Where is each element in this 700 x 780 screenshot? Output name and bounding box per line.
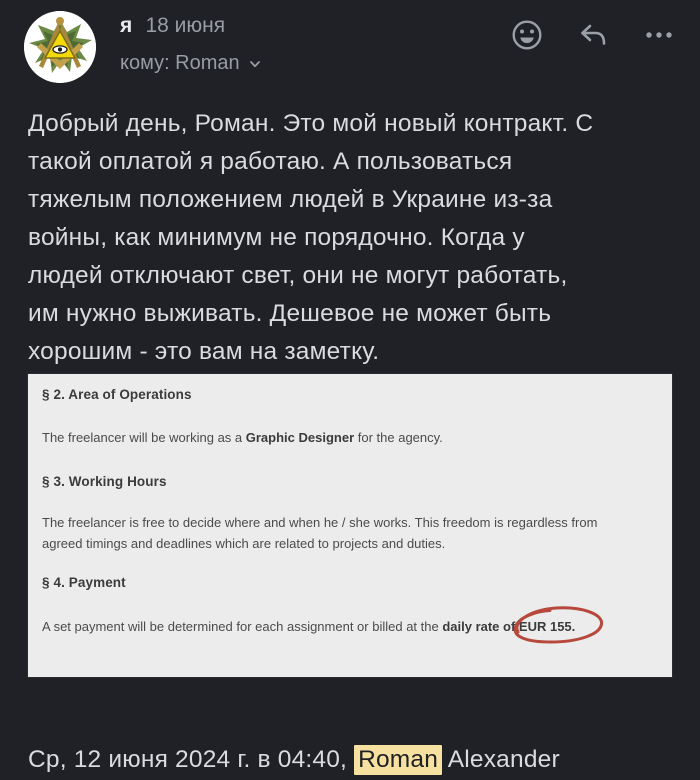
contract-text-line: agreed timings and deadlines which are related to projects and duties.	[42, 536, 446, 551]
message-text-line: Добрый день, Роман. Это мой новый контракт. С	[28, 110, 594, 137]
recipient-expander[interactable]	[120, 52, 263, 75]
message-date: 18 июня	[145, 14, 226, 37]
reply-arrow-icon	[576, 18, 610, 52]
contract-section4-text	[42, 616, 658, 637]
contract-text-segment: A set payment will be determined for each assignment or billed at the	[42, 619, 443, 634]
contract-section3-heading: § 3. Working Hours	[42, 474, 167, 489]
message-text-line: им нужно выживать. Дешевое не может быть	[28, 300, 552, 327]
masonic-emblem-avatar-image	[24, 11, 96, 83]
contract-bold-segment: daily rate of	[442, 619, 519, 634]
reply-button[interactable]	[572, 14, 614, 56]
contract-text-line: The freelancer is free to decide where and when he / she works. This freedom is regardless from	[42, 515, 598, 530]
circled-daily-rate	[519, 616, 575, 637]
message-text	[28, 105, 688, 371]
contract-section4-heading: § 4. Payment	[42, 575, 126, 590]
sender-name[interactable]: я	[120, 14, 133, 37]
recipient-label: кому: Roman	[120, 52, 240, 74]
more-options-button[interactable]	[638, 14, 680, 56]
chevron-down-icon	[247, 56, 263, 72]
quote-name-text: Alexander	[442, 746, 560, 773]
contract-text-segment: for the agency.	[354, 430, 443, 445]
quoted-reply-header	[28, 746, 560, 774]
contract-text-segment: The freelancer will be working as a	[42, 430, 246, 445]
header-actions	[506, 14, 680, 56]
avatar[interactable]	[24, 11, 96, 83]
message-text-line: тяжелым положением людей в Украине из-за	[28, 186, 553, 213]
message-text-line: хорошим - это вам на заметку.	[28, 338, 380, 365]
contract-section3-text	[42, 512, 658, 554]
message-text-line: такой оплатой я работаю. А пользоваться	[28, 148, 513, 175]
sender-block	[120, 14, 263, 75]
message-text-line: войны, как минимум не порядочно. Когда у	[28, 224, 525, 251]
emoji-reaction-button[interactable]	[506, 14, 548, 56]
search-highlight: Roman	[354, 745, 442, 775]
quote-date-text: Ср, 12 июня 2024 г. в 04:40,	[28, 746, 355, 773]
message-text-line: людей отключают свет, они не могут работать,	[28, 262, 568, 289]
smiley-icon	[510, 18, 544, 52]
message-header	[0, 0, 700, 96]
contract-bold-segment: Graphic Designer	[245, 430, 355, 445]
contract-section2-heading: § 2. Area of Operations	[42, 387, 192, 402]
ellipsis-icon	[642, 18, 676, 52]
contract-circled-text: EUR 155.	[518, 619, 576, 634]
contract-attachment-image[interactable]	[28, 374, 672, 677]
contract-section2-text	[42, 427, 658, 448]
